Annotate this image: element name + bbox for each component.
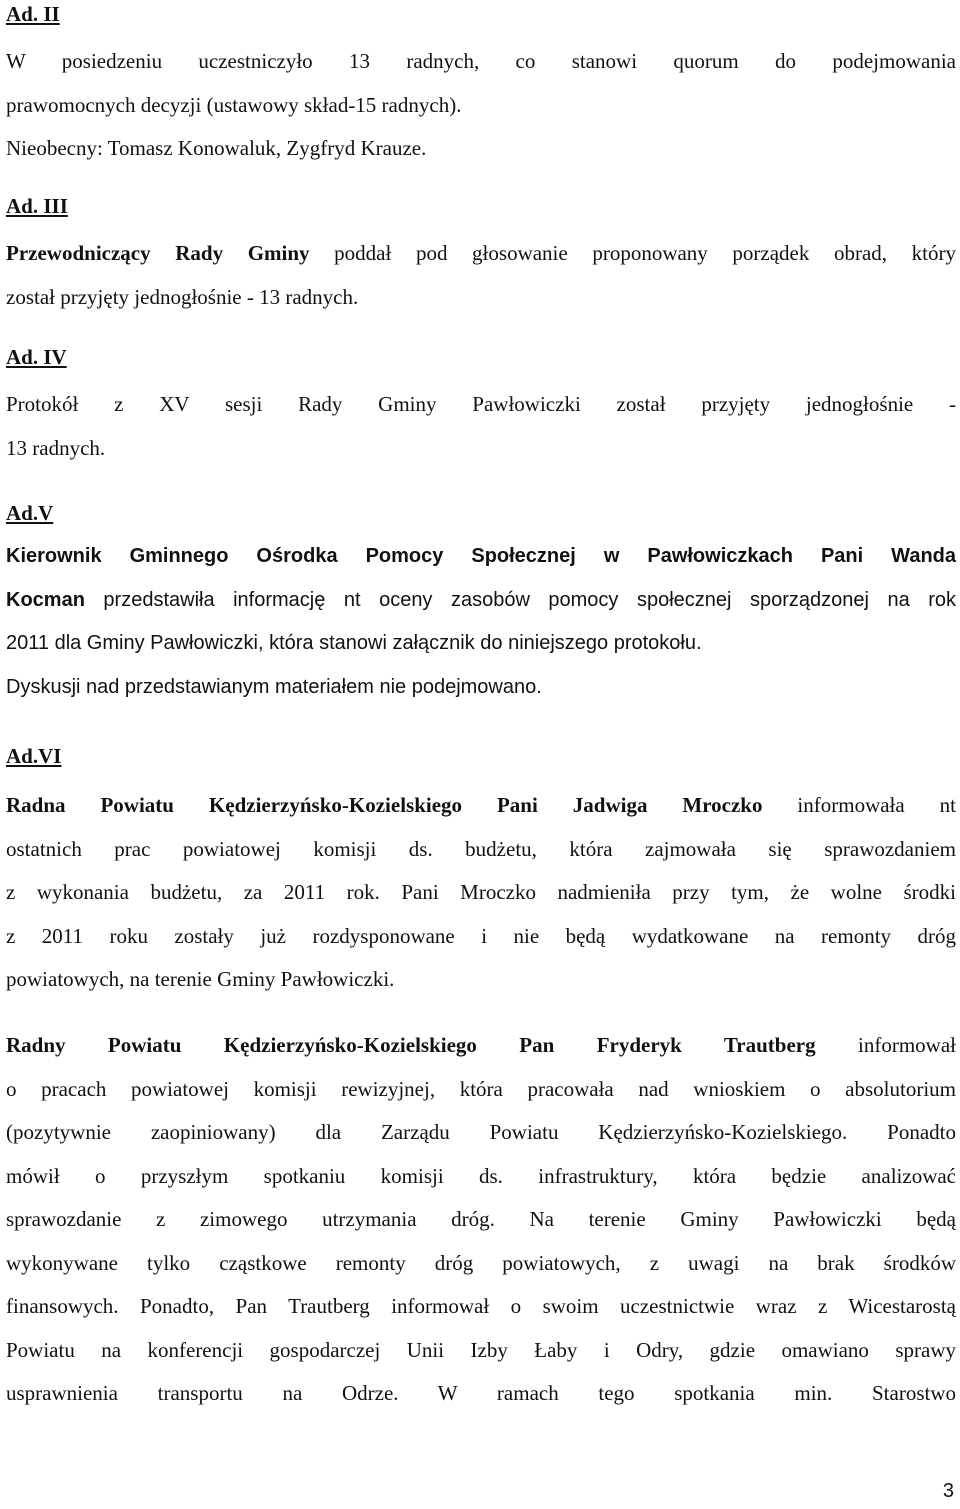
page-number: 3	[942, 1480, 954, 1502]
paragraph-line: 2011 dla Gminy Pawłowiczki, która stanowi załącznik do niniejszego protokołu.	[6, 632, 702, 654]
section-heading: Ad. III	[6, 194, 68, 218]
paragraph-line: sprawozdanie z zimowego utrzymania dróg. Na terenie Gminy Pawłowiczki będą	[6, 1207, 956, 1231]
paragraph-line: Powiatu na konferencji gospodarczej Unii Izby Łaby i Odry, gdzie omawiano sprawy	[6, 1337, 956, 1362]
paragraph-line: W posiedzeniu uczestniczyło 13 radnych, co stanowi quorum do podejmowania	[6, 49, 956, 73]
paragraph-line: Radny Powiatu Kędzierzyńsko-Kozielskiego Pan Fryderyk Trautberg informował	[6, 1033, 956, 1057]
paragraph-line: z 2011 roku zostały już rozdysponowane i nie będą wydatkowane na remonty dróg	[6, 923, 956, 948]
speaker-name: Radny Powiatu Kędzierzyńsko-Kozielskiego Pan Fryderyk Trautberg	[6, 1033, 816, 1057]
section-ad-2	[6, 0, 956, 171]
section-ad-3	[6, 192, 956, 319]
speaker-name: Radna Powiatu Kędzierzyńsko-Kozielskiego Pani Jadwiga Mroczko	[6, 793, 763, 817]
speaker-name: Przewodniczący Rady Gminy	[6, 241, 310, 265]
section-ad-4	[6, 343, 956, 470]
paragraph-line: 13 radnych.	[6, 435, 106, 460]
paragraph-line: o pracach powiatowej komisji rewizyjnej, która pracowała nad wnioskiem o absolutorium	[6, 1076, 956, 1101]
paragraph-line: Dyskusji nad przedstawianym materiałem nie podejmowano.	[6, 675, 542, 698]
paragraph-line: Radna Powiatu Kędzierzyńsko-Kozielskiego Pani Jadwiga Mroczko informowała nt	[6, 793, 956, 817]
paragraph-line: powiatowych, na terenie Gminy Pawłowiczki.	[6, 967, 395, 991]
section-radny-powiatu	[6, 1024, 956, 1416]
paragraph-line: ostatnich prac powiatowej komisji ds. budżetu, która zajmowała się sprawozdaniem	[6, 836, 956, 861]
paragraph-line: Kocman przedstawiła informację nt oceny zasobów pomocy społecznej sporządzonej na rok	[6, 588, 956, 611]
section-ad-5	[6, 499, 956, 709]
paragraph-line	[6, 535, 956, 579]
paragraph-line: finansowych. Ponadto, Pan Trautberg informował o swoim uczestnictwie wraz z Wicestarostą	[6, 1294, 956, 1318]
paragraph-line: (pozytywnie zaopiniowany) dla Zarządu Powiatu Kędzierzyńsko-Kozielskiego. Ponadto	[6, 1120, 956, 1144]
paragraph-line: Nieobecny: Tomasz Konowaluk, Zygfryd Krauze.	[6, 136, 427, 160]
paragraph-line: został przyjęty jednogłośnie - 13 radnych.	[6, 284, 359, 309]
paragraph-line: usprawnienia transportu na Odrze. W ramach tego spotkania min. Starostwo	[6, 1381, 956, 1405]
paragraph-line: prawomocnych decyzji (ustawowy skład-15 radnych).	[6, 92, 462, 117]
section-heading: Ad. II	[6, 2, 60, 26]
section-heading: Ad.V	[6, 501, 54, 525]
paragraph-line: wykonywane tylko cząstkowe remonty dróg powiatowych, z uwagi na brak środków	[6, 1250, 956, 1275]
speaker-name: Kierownik Gminnego Ośrodka Pomocy Społecznej w Pawłowiczkach Pani Wanda	[6, 545, 956, 567]
speaker-name: Kocman	[6, 588, 85, 611]
paragraph-line: Przewodniczący Rady Gminy poddał pod głosowanie proponowany porządek obrad, który	[6, 241, 957, 265]
paragraph-line: z wykonania budżetu, za 2011 rok. Pani Mroczko nadmieniła przy tym, że wolne środki	[6, 880, 956, 904]
paragraph-line: Protokół z XV sesji Rady Gminy Pawłowiczki został przyjęty jednogłośnie -	[6, 392, 956, 416]
paragraph-line: mówił o przyszłym spotkaniu komisji ds. infrastruktury, która będzie analizować	[6, 1163, 956, 1188]
section-heading: Ad. IV	[6, 345, 67, 369]
section-heading: Ad.VI	[6, 744, 62, 768]
paragraph	[6, 535, 956, 709]
section-ad-6	[6, 742, 956, 1002]
